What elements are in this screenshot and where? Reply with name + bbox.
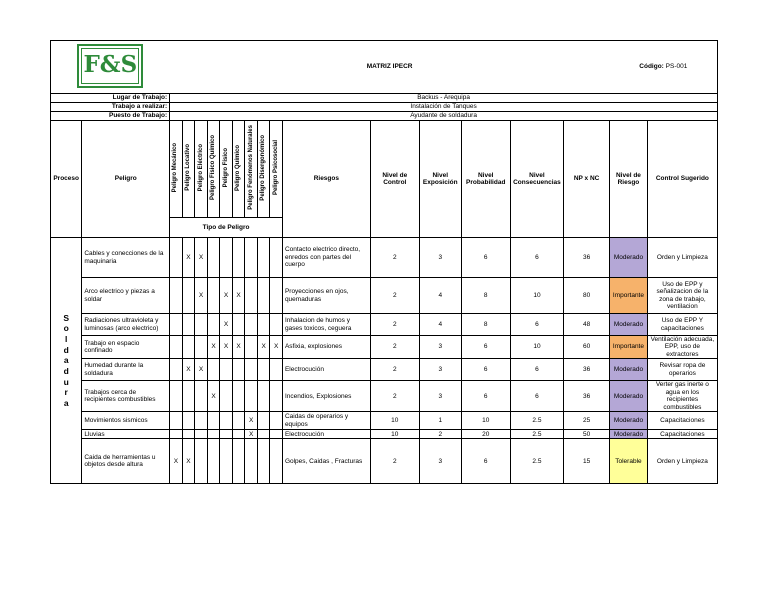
nivel-exposicion-cell: 2 (419, 430, 461, 439)
nivel-exposicion-cell: 3 (419, 336, 461, 359)
mark-cell (245, 238, 258, 278)
mark-cell (182, 278, 195, 314)
riesgos-cell: Caidas de operarios y equipos (282, 412, 370, 430)
nivel-probabilidad-cell: 6 (461, 439, 510, 484)
mark-cell (245, 278, 258, 314)
riesgos-cell: Asfixia, explosiones (282, 336, 370, 359)
document-code (610, 41, 718, 94)
col-peligro: Peligro (82, 121, 170, 238)
proceso-letters: S o l d a d u r a (63, 312, 70, 408)
mark-cell: X (257, 336, 270, 359)
np-nc-cell: 36 (564, 359, 610, 381)
mark-cell: X (207, 381, 220, 412)
control-sugerido-cell: Ventilación adecuada, EPP, uso de extractores (647, 336, 717, 359)
col-nivel-riesgo: Nivel de Riesgo (610, 121, 648, 238)
col-tipo-locativo: Peligro Locativo (182, 121, 195, 218)
mark-cell (195, 381, 208, 412)
table-row (51, 314, 718, 336)
col-tipo-fisico-quimico: Peligro Físico Químico (207, 121, 220, 218)
mark-cell (270, 439, 283, 484)
col-tipo-fenomenos-naturales: Peligro Fenómenos Naturales (245, 121, 258, 218)
mark-cell: X (207, 336, 220, 359)
mark-cell: X (195, 238, 208, 278)
mark-cell (232, 238, 245, 278)
control-sugerido-cell: Capacitaciones (647, 412, 717, 430)
nivel-exposicion-cell: 1 (419, 412, 461, 430)
mark-cell: X (245, 412, 258, 430)
tipo-peligro-label: Tipo de Peligro (170, 218, 283, 238)
mark-cell (232, 359, 245, 381)
riesgos-cell: Electrocución (282, 359, 370, 381)
mark-cell (245, 359, 258, 381)
mark-cell (270, 359, 283, 381)
nivel-consecuencias-cell: 10 (510, 336, 563, 359)
nivel-riesgo-cell: Moderado (610, 381, 648, 412)
mark-cell (245, 381, 258, 412)
col-tipo-electrico: Peligro Eléctrico (195, 121, 208, 218)
nivel-exposicion-cell: 3 (419, 359, 461, 381)
nivel-consecuencias-cell: 6 (510, 381, 563, 412)
mark-cell (170, 314, 183, 336)
mark-cell (232, 412, 245, 430)
mark-cell (170, 278, 183, 314)
nivel-riesgo-cell: Moderado (610, 412, 648, 430)
nivel-probabilidad-cell: 10 (461, 412, 510, 430)
table-row (51, 381, 718, 412)
nivel-consecuencias-cell: 6 (510, 314, 563, 336)
col-tipo-mecanico: Peligro Mecánico (170, 121, 183, 218)
mark-cell (257, 314, 270, 336)
peligro-cell: Cables y conecciones de la maquinaria (82, 238, 170, 278)
table-row (51, 238, 718, 278)
col-nivel-exposicion: Nivel Exposición (419, 121, 461, 238)
mark-cell (270, 314, 283, 336)
mark-cell (195, 314, 208, 336)
nivel-control-cell: 2 (370, 359, 419, 381)
nivel-probabilidad-cell: 6 (461, 238, 510, 278)
mark-cell: X (220, 336, 233, 359)
mark-cell (207, 314, 220, 336)
mark-cell (220, 238, 233, 278)
table-row (51, 359, 718, 381)
mark-cell (170, 412, 183, 430)
mark-cell: X (220, 278, 233, 314)
mark-cell (182, 381, 195, 412)
nivel-control-cell: 2 (370, 278, 419, 314)
mark-cell (170, 381, 183, 412)
peligro-cell: Trabajo en espacio confinado (82, 336, 170, 359)
table-row (51, 412, 718, 430)
nivel-control-cell: 10 (370, 412, 419, 430)
mark-cell (257, 359, 270, 381)
np-nc-cell: 25 (564, 412, 610, 430)
mark-cell (270, 278, 283, 314)
trabajo-label: Trabajo a realizar: (51, 103, 170, 112)
mark-cell (182, 430, 195, 439)
mark-cell (245, 314, 258, 336)
mark-cell (220, 412, 233, 430)
nivel-riesgo-cell: Importante (610, 336, 648, 359)
nivel-consecuencias-cell: 2.5 (510, 412, 563, 430)
mark-cell (232, 430, 245, 439)
puesto-value: Ayudante de soldadura (170, 112, 718, 121)
mark-cell (257, 430, 270, 439)
mark-cell: X (245, 430, 258, 439)
mark-cell (182, 336, 195, 359)
nivel-exposicion-cell: 4 (419, 278, 461, 314)
mark-cell: X (182, 238, 195, 278)
nivel-probabilidad-cell: 8 (461, 278, 510, 314)
nivel-probabilidad-cell: 6 (461, 381, 510, 412)
control-sugerido-cell: Revisar ropa de operarios (647, 359, 717, 381)
lugar-label: Lugar de Trabajo: (51, 94, 170, 103)
np-nc-cell: 48 (564, 314, 610, 336)
np-nc-cell: 80 (564, 278, 610, 314)
np-nc-cell: 60 (564, 336, 610, 359)
col-nivel-control: Nivel de Control (370, 121, 419, 238)
nivel-probabilidad-cell: 20 (461, 430, 510, 439)
mark-cell (207, 439, 220, 484)
col-nivel-probabilidad: Nivel Probabilidad (461, 121, 510, 238)
np-nc-cell: 15 (564, 439, 610, 484)
nivel-exposicion-cell: 4 (419, 314, 461, 336)
mark-cell (245, 439, 258, 484)
company-logo (77, 44, 143, 88)
col-tipo-psicosocial: Peligro Psicosocial (270, 121, 283, 218)
mark-cell: X (232, 336, 245, 359)
riesgos-cell: Golpes, Caidas , Fracturas (282, 439, 370, 484)
mark-cell (195, 439, 208, 484)
peligro-cell: Radiaciones ultravioleta y luminosas (arco electrico) (82, 314, 170, 336)
mark-cell (170, 336, 183, 359)
table-row (51, 336, 718, 359)
nivel-control-cell: 2 (370, 336, 419, 359)
mark-cell (245, 336, 258, 359)
nivel-consecuencias-cell: 2.5 (510, 439, 563, 484)
mark-cell: X (220, 314, 233, 336)
table-row (51, 430, 718, 439)
mark-cell: X (182, 439, 195, 484)
puesto-label: Puesto de Trabajo: (51, 112, 170, 121)
riesgos-cell: Electrocución (282, 430, 370, 439)
col-np-nc: NP x NC (564, 121, 610, 238)
mark-cell (270, 412, 283, 430)
np-nc-cell: 50 (564, 430, 610, 439)
nivel-exposicion-cell: 3 (419, 238, 461, 278)
control-sugerido-cell: Orden y Limpieza (647, 439, 717, 484)
mark-cell (207, 412, 220, 430)
mark-cell (182, 314, 195, 336)
mark-cell (257, 278, 270, 314)
col-nivel-consecuencias: Nivel Consecuencias (510, 121, 563, 238)
nivel-control-cell: 10 (370, 430, 419, 439)
col-tipo-quimico: Peligro Químico (232, 121, 245, 218)
nivel-control-cell: 2 (370, 314, 419, 336)
mark-cell (220, 381, 233, 412)
control-sugerido-cell: Orden y Limpieza (647, 238, 717, 278)
nivel-exposicion-cell: 3 (419, 381, 461, 412)
mark-cell (207, 359, 220, 381)
peligro-cell: Movimientos sismicos (82, 412, 170, 430)
nivel-probabilidad-cell: 6 (461, 336, 510, 359)
code-label: Código: (639, 63, 664, 71)
nivel-riesgo-cell: Moderado (610, 314, 648, 336)
peligro-cell: Arco electrico y piezas a soldar (82, 278, 170, 314)
mark-cell (270, 430, 283, 439)
mark-cell (207, 430, 220, 439)
mark-cell (207, 238, 220, 278)
table-row (51, 278, 718, 314)
nivel-control-cell: 2 (370, 238, 419, 278)
peligro-cell: Caida de herramientas u objetos desde altura (82, 439, 170, 484)
mark-cell (232, 439, 245, 484)
trabajo-value: Instalación de Tanques (170, 103, 718, 112)
mark-cell (170, 359, 183, 381)
page-title: MATRIZ IPECR (170, 41, 610, 94)
nivel-consecuencias-cell: 6 (510, 359, 563, 381)
np-nc-cell: 36 (564, 381, 610, 412)
mark-cell (170, 238, 183, 278)
nivel-consecuencias-cell: 6 (510, 238, 563, 278)
col-control-sugerido: Control Sugerido (647, 121, 717, 238)
mark-cell (232, 381, 245, 412)
col-proceso: Proceso (51, 121, 82, 238)
table-row (51, 439, 718, 484)
col-tipo-fisico: Peligro Físico (220, 121, 233, 218)
np-nc-cell: 36 (564, 238, 610, 278)
riesgos-cell: Incendios, Explosiones (282, 381, 370, 412)
code-value: PS-001 (665, 63, 688, 71)
mark-cell (257, 439, 270, 484)
nivel-riesgo-cell: Importante (610, 278, 648, 314)
riesgos-cell: Contacto electrico directo, enredos con partes del cuerpo (282, 238, 370, 278)
nivel-riesgo-cell: Moderado (610, 430, 648, 439)
mark-cell: X (270, 336, 283, 359)
control-sugerido-cell: Capacitaciones (647, 430, 717, 439)
nivel-consecuencias-cell: 2.5 (510, 430, 563, 439)
nivel-riesgo-cell: Moderado (610, 238, 648, 278)
col-tipo-disergonomico: Peligro Disergonómico (257, 121, 270, 218)
mark-cell: X (195, 278, 208, 314)
peligro-cell: Humedad durante la soldadura (82, 359, 170, 381)
mark-cell (232, 314, 245, 336)
mark-cell: X (182, 359, 195, 381)
control-sugerido-cell: Uso de EPP Y capacitaciones (647, 314, 717, 336)
mark-cell: X (232, 278, 245, 314)
logo-text: F&S (83, 50, 138, 78)
mark-cell (195, 336, 208, 359)
mark-cell (195, 430, 208, 439)
nivel-riesgo-cell: Moderado (610, 359, 648, 381)
mark-cell (257, 412, 270, 430)
nivel-control-cell: 2 (370, 439, 419, 484)
mark-cell (207, 278, 220, 314)
mark-cell (270, 238, 283, 278)
mark-cell (182, 412, 195, 430)
riesgos-cell: Inhalacion de humos y gases toxicos, ceguera (282, 314, 370, 336)
mark-cell (220, 359, 233, 381)
mark-cell (270, 381, 283, 412)
nivel-probabilidad-cell: 8 (461, 314, 510, 336)
col-riesgos: Riesgos (282, 121, 370, 238)
matriz-table (50, 40, 718, 484)
riesgos-cell: Proyecciones en ojos, quemaduras (282, 278, 370, 314)
nivel-consecuencias-cell: 10 (510, 278, 563, 314)
nivel-exposicion-cell: 3 (419, 439, 461, 484)
mark-cell (257, 381, 270, 412)
mark-cell (170, 430, 183, 439)
lugar-value: Backus - Arequipa (170, 94, 718, 103)
mark-cell (195, 412, 208, 430)
control-sugerido-cell: Verter gas inerte o agua en los recipientes combustibles (647, 381, 717, 412)
mark-cell (220, 430, 233, 439)
mark-cell: X (170, 439, 183, 484)
nivel-probabilidad-cell: 6 (461, 359, 510, 381)
mark-cell (220, 439, 233, 484)
nivel-riesgo-cell: Tolerable (610, 439, 648, 484)
control-sugerido-cell: Uso de EPP y señalizacion de la zona de trabajo, ventilacion (647, 278, 717, 314)
nivel-control-cell: 2 (370, 381, 419, 412)
proceso-soldadura (51, 238, 82, 484)
peligro-cell: Trabajos cerca de recipientes combustibles (82, 381, 170, 412)
mark-cell (257, 238, 270, 278)
peligro-cell: Lluvias (82, 430, 170, 439)
matriz-ipecr-sheet (50, 40, 718, 571)
logo-cell (51, 41, 170, 94)
mark-cell: X (195, 359, 208, 381)
